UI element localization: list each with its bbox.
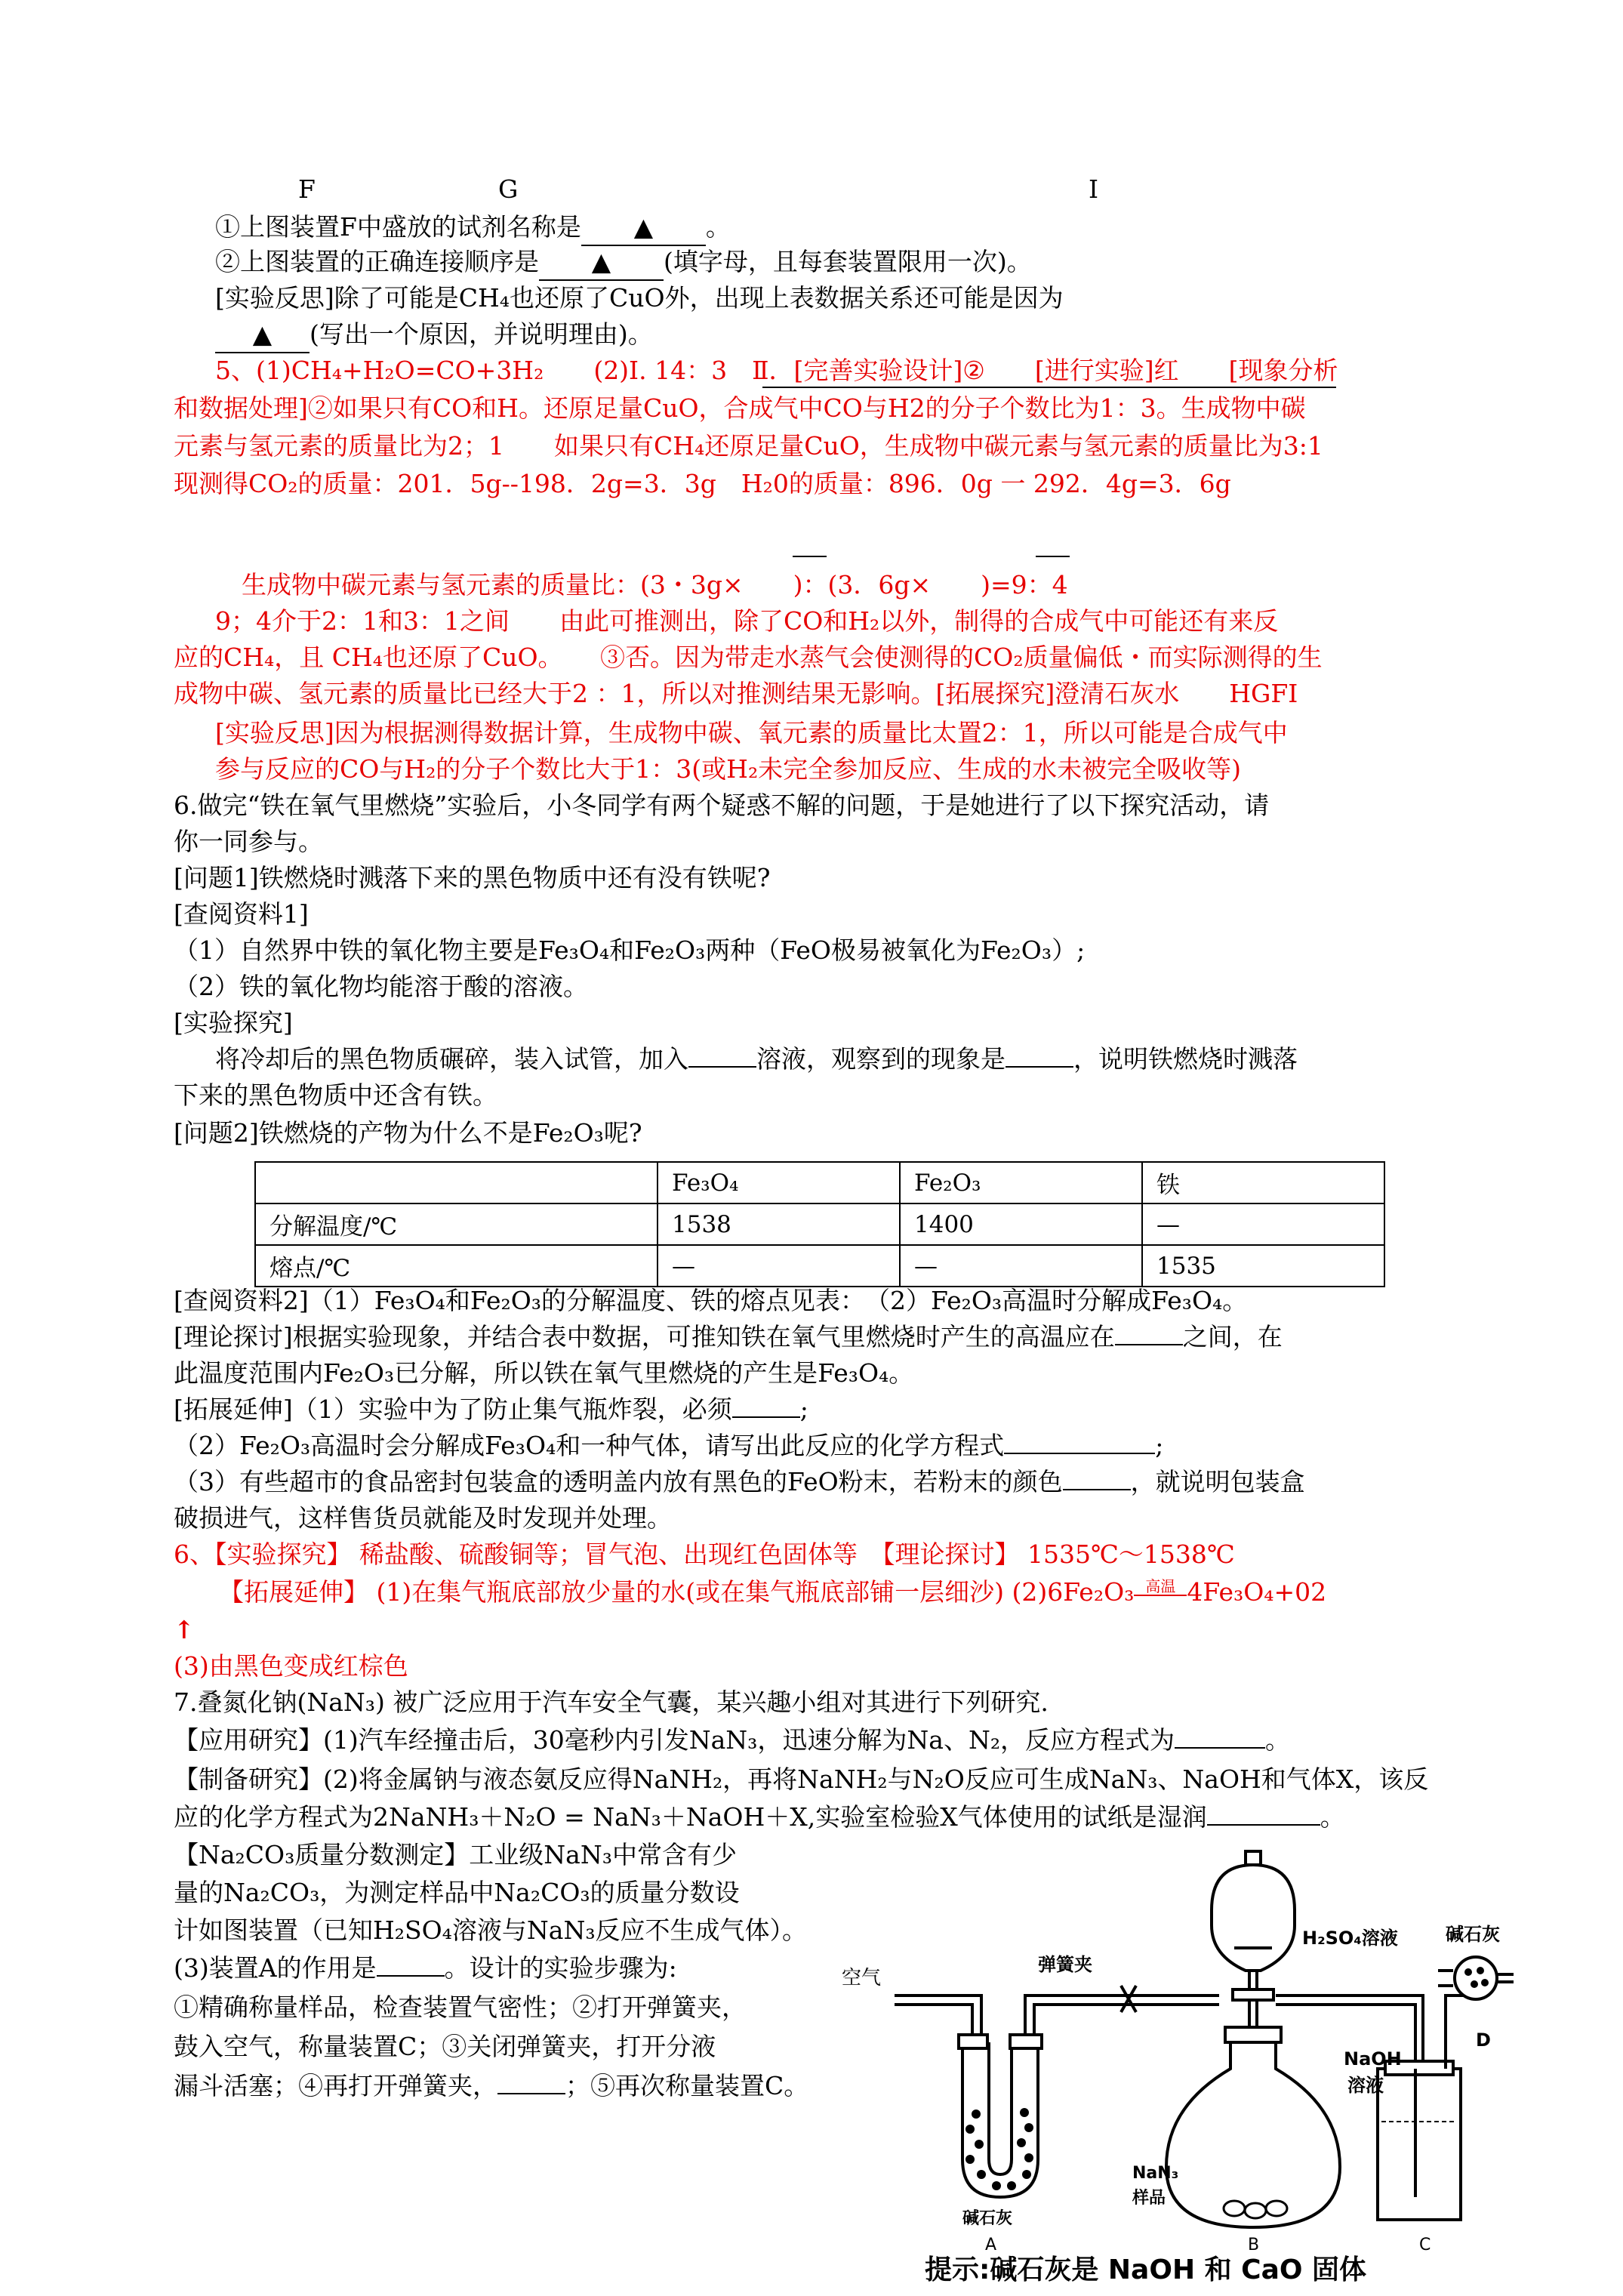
q6-line2: 你一同参与。 bbox=[174, 827, 323, 856]
reaction-condition: 高温 bbox=[1134, 1578, 1187, 1596]
q7-line1: 7.叠氮化钠(NaN₃) 被广泛应用于汽车安全气囊，某兴趣小组对其进行下列研究. bbox=[174, 1687, 1049, 1717]
q6-line15: （2）Fe₂O₃高温时会分解成Fe₃O₄和一种气体，请写出此反应的化学方程式 ; bbox=[174, 1431, 1164, 1460]
q5-line1: ①上图装置F中盛放的试剂名称是 ▲ 。 bbox=[215, 210, 731, 246]
q6-line17: 破损进气，这样售货员就能及时发现并处理。 bbox=[174, 1503, 672, 1533]
table-cell: 熔点/℃ bbox=[255, 1245, 658, 1287]
answer5-line7: 应的CH₄，且 CH₄也还原了CuO。 ③否。因为带走水蒸气会使测得的CO₂质量偏低・而实际测得的生 bbox=[174, 643, 1323, 672]
table-cell: 1400 bbox=[900, 1203, 1142, 1245]
fraction-bar-1 bbox=[793, 556, 827, 557]
q6-line14: [拓展延伸]（1）实验中为了防止集气瓶炸裂，必须 ; bbox=[174, 1395, 808, 1424]
fig-spring-clip-label: 弹簧夹 bbox=[1038, 1954, 1092, 1975]
answer5-line2: 和数据处理]②如果只有CO和H。还原足量CuO，合成气中CO与H2的分子个数比为1：3。生成物中碳 bbox=[174, 393, 1306, 423]
answer5-line5: 生成物中碳元素与氢元素的质量比：(3・3g× )：(3．6g× )=9：4 bbox=[242, 570, 1068, 599]
table-cell: — bbox=[1142, 1203, 1384, 1245]
fig-soda-lime-a-label: 碱石灰 bbox=[962, 2209, 1013, 2228]
q5-line4: ▲ (写出一个原因，并说明理由)。 bbox=[215, 317, 653, 353]
answer5-line9: [实验反思]因为根据测得数据计算，生成物中碳、氧元素的质量比太置2：1，所以可能是合成气中 bbox=[215, 718, 1288, 747]
fig-label-a: A bbox=[985, 2236, 997, 2254]
table-cell: — bbox=[658, 1245, 900, 1287]
blank-solution bbox=[688, 1066, 756, 1068]
q6-line3: [问题1]铁燃烧时溅落下来的黑色物质中还有没有铁呢? bbox=[174, 863, 771, 892]
answer6-line3: ↑ bbox=[174, 1615, 195, 1644]
label-f: F bbox=[298, 174, 316, 204]
q6-line16: （3）有些超市的食品密封包装盒的透明盖内放有黑色的FeO粉末，若粉末的颜色 ，就说明包装盒 bbox=[174, 1467, 1305, 1496]
table-cell: Fe₃O₄ bbox=[658, 1162, 900, 1203]
q6-line10: [问题2]铁燃烧的产物为什么不是Fe₂O₃呢? bbox=[174, 1118, 642, 1148]
fig-naoh-label: NaOH bbox=[1344, 2048, 1402, 2069]
q7-line9: ①精确称量样品，检查装置气密性；②打开弹簧夹， bbox=[174, 1992, 747, 2022]
apparatus-figure bbox=[842, 1842, 1500, 2285]
q6-line8: 将冷却后的黑色物质碾碎，装入试管，加入 溶液，观察到的现象是 ，说明铁燃烧时溅落 bbox=[215, 1044, 1298, 1074]
blank-step4 bbox=[497, 2093, 565, 2094]
q7-line10: 鼓入空气，称量装置C；③关闭弹簧夹，打开分液 bbox=[174, 2032, 716, 2061]
answer5-line3: 元素与氢元素的质量比为2；1 如果只有CH₄还原足量CuO，生成物中碳元素与氢元素的质量比为3:1 bbox=[174, 431, 1323, 461]
blank-test-paper bbox=[1207, 1824, 1320, 1826]
answer5-line1: 5、(1)CH₄+H₂O=CO+3H₂ (2)Ⅰ. 14：3 Ⅱ．[完善实验设计]② [进行实验]红 [现象分析 bbox=[215, 356, 1338, 385]
q6-line5: （1）自然界中铁的氧化物主要是Fe₃O₄和Fe₂O₃两种（FeO极易被氧化为Fe₂O₃）; bbox=[174, 935, 1086, 965]
q7-line5: 【Na₂CO₃质量分数测定】工业级NaN₃中常含有少 bbox=[174, 1840, 737, 1869]
answer6-line4: (3)由黑色变成红棕色 bbox=[174, 1651, 408, 1681]
fig-soda-lime-top-label: 碱石灰 bbox=[1446, 1924, 1500, 1945]
blank-prevent bbox=[732, 1416, 800, 1418]
blank-phenomenon bbox=[1006, 1066, 1073, 1068]
table-cell bbox=[255, 1162, 658, 1203]
answer5-underline bbox=[762, 387, 1336, 388]
blank-temperature bbox=[1115, 1344, 1183, 1345]
q7-line11: 漏斗活塞；④再打开弹簧夹， ；⑤再次称量装置C。 bbox=[174, 2071, 809, 2100]
q6-line1: 6.做完“铁在氧气里燃烧”实验后，小冬同学有两个疑惑不解的问题，于是她进行了以下探究活动，请 bbox=[174, 791, 1270, 820]
fig-h2so4-label: H₂SO₄溶液 bbox=[1302, 1928, 1398, 1949]
table-row bbox=[255, 1245, 1384, 1287]
answer5-line4: 现测得CO₂的质量：201．5g--198．2g=3．3g H₂0的质量：896．0g 一 292．4g=3．6g bbox=[174, 469, 1231, 498]
blank-decomposition bbox=[1175, 1747, 1265, 1749]
fig-air-label: 空气 bbox=[842, 1967, 882, 1989]
table-cell: 铁 bbox=[1142, 1162, 1384, 1203]
table-header-row bbox=[255, 1162, 1384, 1203]
fig-solution-label: 溶液 bbox=[1347, 2075, 1384, 2096]
answer6-line1: 6、【实验探究】 稀盐酸、硫酸铜等；冒气泡、出现红色固体等 【理论探讨】 1535℃～1538℃ bbox=[174, 1539, 1235, 1569]
q7-line2: 【应用研究】(1)汽车经撞击后，30毫秒内引发NaN₃，迅速分解为Na、N₂，反应方程式为 。 bbox=[174, 1725, 1291, 1755]
q7-line8: (3)装置A的作用是 。设计的实验步骤为: bbox=[174, 1953, 677, 1983]
q6-line6: （2）铁的氧化物均能溶于酸的溶液。 bbox=[174, 972, 588, 1001]
q6-line12: [理论探讨]根据实验现象，并结合表中数据，可推知铁在氧气里燃烧时产生的高温应在 之间，在 bbox=[174, 1322, 1283, 1351]
blank-color bbox=[1063, 1489, 1131, 1490]
q6-line13: 此温度范围内Fe₂O₃已分解，所以铁在氧气里燃烧的产生是Fe₃O₄。 bbox=[174, 1358, 914, 1388]
q5-line2: ②上图装置的正确连接顺序是 ▲ (填字母，且每套装置限用一次)。 bbox=[215, 245, 1032, 281]
blank-equation bbox=[1004, 1453, 1155, 1454]
table-row bbox=[255, 1203, 1384, 1245]
fig-label-b: B bbox=[1248, 2236, 1260, 2254]
blank-1: ▲ bbox=[581, 210, 706, 246]
table-cell: 分解温度/℃ bbox=[255, 1203, 658, 1245]
fig-sample-label: 样品 bbox=[1132, 2189, 1166, 2208]
fraction-bar-2 bbox=[1036, 556, 1070, 557]
q7-line3: 【制备研究】(2)将金属钠与液态氨反应得NaNH₂，再将NaNH₂与N₂O反应可生成NaN₃、NaOH和气体X，该反 bbox=[174, 1764, 1429, 1794]
q7-line4: 应的化学方程式为2NaNH₃＋N₂O = NaN₃＋NaOH＋X,实验室检验X气体使用的试纸是湿润 。 bbox=[174, 1802, 1345, 1832]
data-table bbox=[254, 1161, 1385, 1287]
blank-device-a bbox=[377, 1975, 445, 1977]
q6-line7: [实验探究] bbox=[174, 1008, 293, 1037]
q6-line9: 下来的黑色物质中还含有铁。 bbox=[174, 1080, 497, 1110]
blank-3: ▲ bbox=[215, 317, 310, 353]
q7-line6: 量的Na₂CO₃，为测定样品中Na₂CO₃的质量分数设 bbox=[174, 1878, 740, 1907]
table-cell: 1538 bbox=[658, 1203, 900, 1245]
table-cell: 1535 bbox=[1142, 1245, 1384, 1287]
answer5-line6: 9；4介于2：1和3：1之间 由此可推测出，除了CO和H₂以外，制得的合成气中可能还有来反 bbox=[215, 606, 1279, 636]
table-cell: — bbox=[900, 1245, 1142, 1287]
fig-label-d: D bbox=[1476, 2029, 1491, 2051]
table-cell: Fe₂O₃ bbox=[900, 1162, 1142, 1203]
answer5-line8: 成物中碳、氢元素的质量比已经大于2 ：1，所以对推测结果无影响。[拓展探究]澄清石灰水 HGFI bbox=[174, 679, 1298, 708]
fig-hint: 提示:碱石灰是 NaOH 和 CaO 固体 bbox=[925, 2254, 1367, 2285]
blank-2: ▲ bbox=[539, 245, 664, 281]
fig-label-c: C bbox=[1419, 2236, 1431, 2254]
q6-line4: [查阅资料1] bbox=[174, 899, 309, 929]
fig-nan3-label: NaN₃ bbox=[1132, 2164, 1179, 2183]
q6-line11: [查阅资料2]（1）Fe₃O₄和Fe₂O₃的分解温度、铁的熔点见表： （2）Fe₂O₃高温时分解成Fe₃O₄。 bbox=[174, 1286, 1248, 1315]
q5-line3: [实验反思]除了可能是CH₄也还原了CuO外，出现上表数据关系还可能是因为 bbox=[215, 283, 1064, 313]
answer6-line2: 【拓展延伸】 (1)在集气瓶底部放少量的水(或在集气瓶底部铺一层细沙) (2)6Fe₂O₃ 高温 4Fe₃O₄+02 bbox=[219, 1577, 1327, 1607]
label-i: I bbox=[1089, 174, 1099, 204]
answer5-line10: 参与反应的CO与H₂的分子个数比大于1：3(或H₂未完全参加反应、生成的水未被完全吸收等) bbox=[215, 754, 1242, 784]
label-g: G bbox=[498, 174, 519, 204]
q7-line7: 计如图装置（已知H₂SO₄溶液与NaN₃反应不生成气体）。 bbox=[174, 1915, 808, 1945]
